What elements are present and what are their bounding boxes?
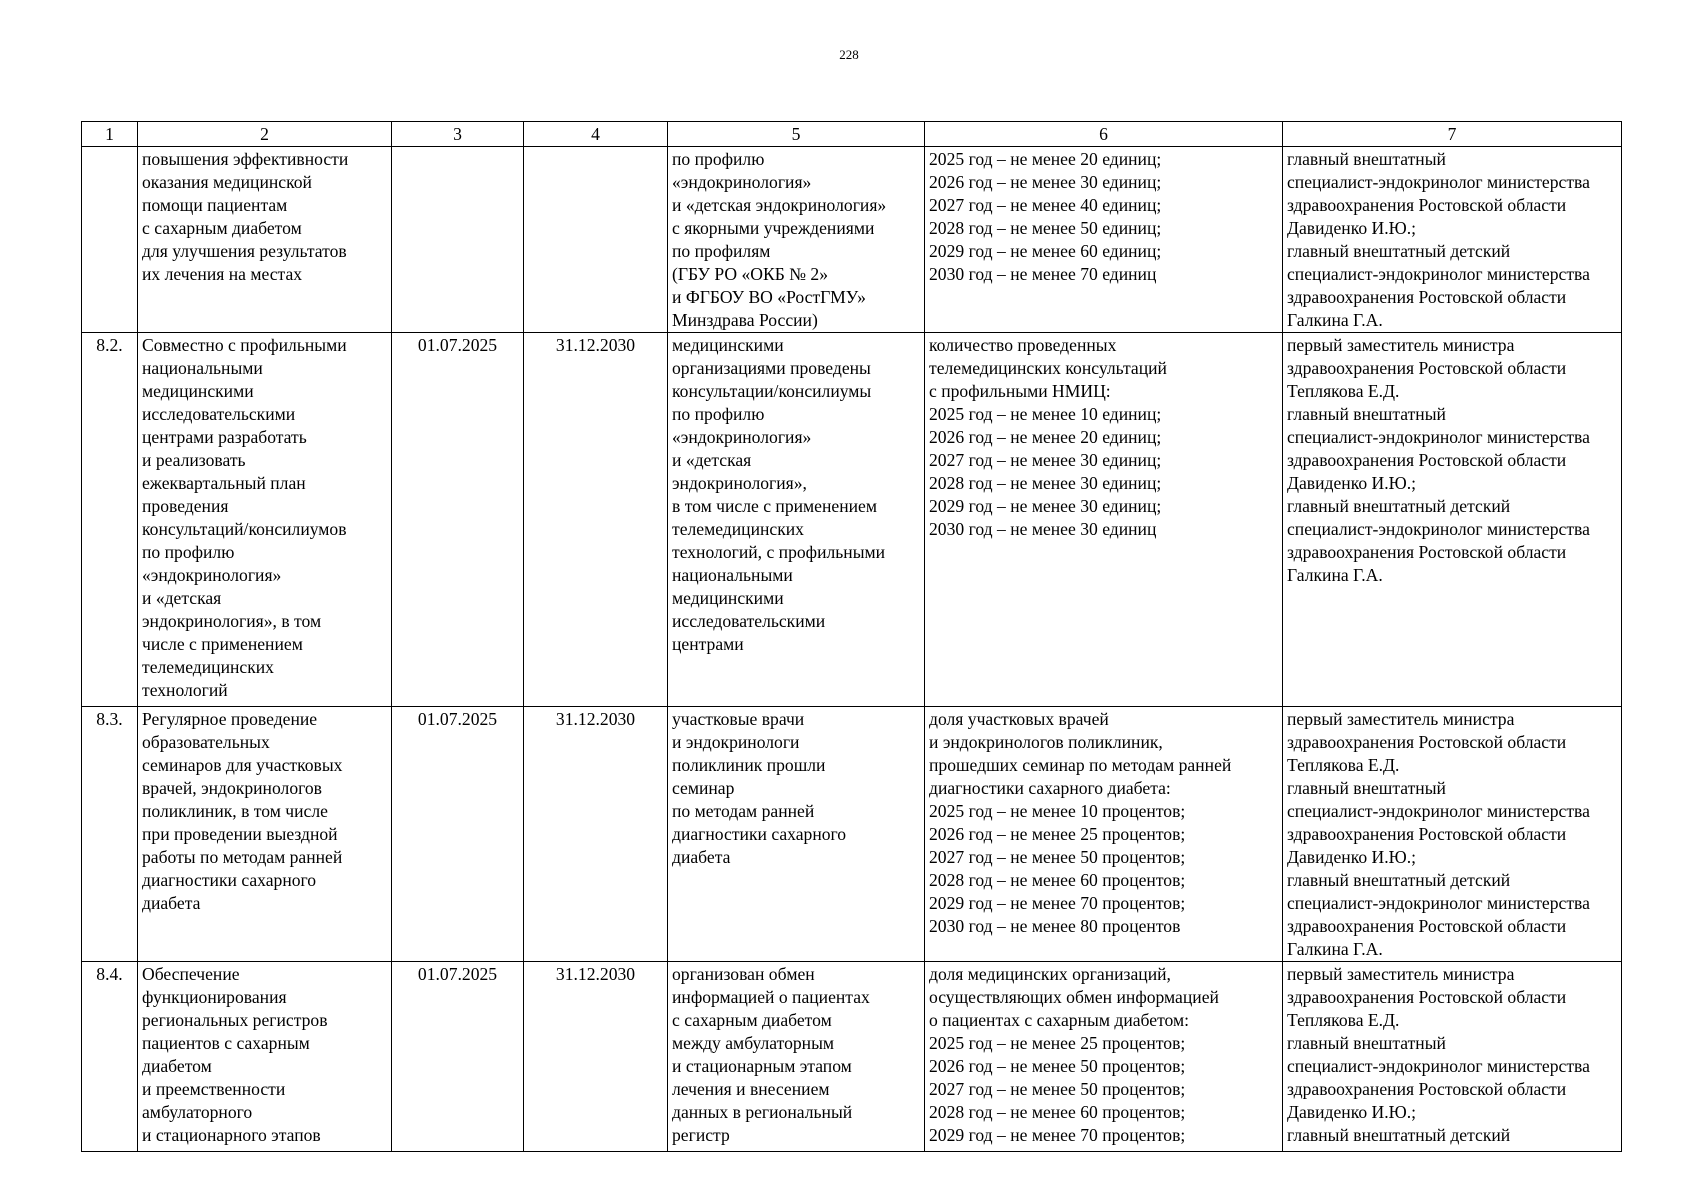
cell-line: специалист-эндокринолог министерства	[1287, 893, 1590, 913]
cell-line: медицинскими	[672, 335, 784, 355]
cell-line: здравоохранения Ростовской области	[1287, 358, 1567, 378]
cell-line: диабетом	[142, 1056, 212, 1076]
cell-line: по профилю	[672, 404, 765, 424]
cell-line: здравоохранения Ростовской области	[1287, 732, 1567, 752]
cell-line: информацией о пациентах	[672, 987, 870, 1007]
cell-line: семинаров для участковых	[142, 755, 343, 775]
cell-line: телемедицинских	[142, 657, 274, 677]
cell-line: и эндокринологи	[672, 732, 800, 752]
cell-line: и «детская	[672, 450, 752, 470]
cell-line: в том числе с применением	[672, 496, 877, 516]
cell-line: медицинскими	[672, 588, 784, 608]
cell-line: Обеспечение	[142, 964, 240, 984]
cell-line: с сахарным диабетом	[672, 1010, 832, 1030]
cell-line: диагностики сахарного диабета:	[929, 778, 1171, 798]
target-indicator	[925, 707, 1283, 962]
cell-line: специалист-эндокринолог министерства	[1287, 172, 1590, 192]
cell-line: 2025 год – не менее 25 процентов;	[929, 1033, 1186, 1053]
cell-line: 2029 год – не менее 60 единиц;	[929, 241, 1162, 261]
cell-line: первый заместитель министра	[1287, 709, 1515, 729]
cell-line: по профилю	[672, 149, 765, 169]
cell-line: здравоохранения Ростовской области	[1287, 195, 1567, 215]
cell-line: диагностики сахарного	[142, 870, 317, 890]
responsible-person	[1283, 147, 1622, 333]
cell-line: (ГБУ РО «ОКБ № 2»	[672, 264, 828, 284]
cell-line: работы по методам ранней	[142, 847, 343, 867]
plan-table	[81, 121, 1622, 1152]
cell-line: оказания медицинской	[142, 172, 312, 192]
cell-line: для улучшения результатов	[142, 241, 347, 261]
cell-line: поликлиник прошли	[672, 755, 826, 775]
cell-line: здравоохранения Ростовской области	[1287, 824, 1567, 844]
cell-line: исследовательскими	[672, 611, 826, 631]
end-date	[524, 147, 668, 333]
cell-line: по профилям	[672, 241, 771, 261]
cell-line: и стационарным этапом	[672, 1056, 852, 1076]
cell-line: 2028 год – не менее 50 единиц;	[929, 218, 1162, 238]
cell-line: 2026 год – не менее 30 единиц;	[929, 172, 1162, 192]
cell-line: осуществляющих обмен информацией	[929, 987, 1219, 1007]
column-header: 3	[392, 122, 524, 147]
item-number: 8.2.	[82, 333, 138, 707]
cell-line: центрами разработать	[142, 427, 307, 447]
table-row	[82, 147, 1622, 333]
cell-line: и эндокринологов поликлиник,	[929, 732, 1163, 752]
cell-line: с профильными НМИЦ:	[929, 381, 1111, 401]
cell-line: главный внештатный детский	[1287, 241, 1511, 261]
cell-line: главный внештатный	[1287, 149, 1446, 169]
cell-line: консультаций/консилиумов	[142, 519, 347, 539]
column-header: 1	[82, 122, 138, 147]
cell-line: главный внештатный	[1287, 1033, 1446, 1053]
cell-line: здравоохранения Ростовской области	[1287, 450, 1567, 470]
responsible-person	[1283, 707, 1622, 962]
cell-line: поликлиник, в том числе	[142, 801, 328, 821]
cell-line: 2026 год – не менее 25 процентов;	[929, 824, 1186, 844]
cell-line: телемедицинских	[672, 519, 804, 539]
cell-line: данных в региональный	[672, 1102, 853, 1122]
start-date: 01.07.2025	[392, 333, 524, 707]
cell-line: с якорными учреждениями	[672, 218, 875, 238]
start-date: 01.07.2025	[392, 962, 524, 1152]
cell-line: главный внештатный детский	[1287, 496, 1511, 516]
cell-line: Давиденко И.Ю.;	[1287, 473, 1417, 493]
responsible-person	[1283, 962, 1622, 1152]
cell-line: количество проведенных	[929, 335, 1117, 355]
cell-line: и стационарного этапов	[142, 1125, 321, 1145]
cell-line: 2030 год – не менее 30 единиц	[929, 519, 1157, 539]
cell-line: первый заместитель министра	[1287, 964, 1515, 984]
column-header: 5	[668, 122, 925, 147]
cell-line: о пациентах с сахарным диабетом:	[929, 1010, 1190, 1030]
cell-line: здравоохранения Ростовской области	[1287, 542, 1567, 562]
cell-line: 2026 год – не менее 20 единиц;	[929, 427, 1162, 447]
cell-line: главный внештатный	[1287, 404, 1446, 424]
end-date: 31.12.2030	[524, 962, 668, 1152]
cell-line: доля участковых врачей	[929, 709, 1109, 729]
cell-line: специалист-эндокринолог министерства	[1287, 801, 1590, 821]
cell-line: числе с применением	[142, 634, 303, 654]
cell-line: Галкина Г.А.	[1287, 939, 1383, 959]
target-indicator	[925, 147, 1283, 333]
target-indicator	[925, 962, 1283, 1152]
cell-line: 2025 год – не менее 10 единиц;	[929, 404, 1162, 424]
cell-line: и «детская	[142, 588, 222, 608]
cell-line: Галкина Г.А.	[1287, 310, 1383, 330]
column-header: 4	[524, 122, 668, 147]
end-date: 31.12.2030	[524, 333, 668, 707]
cell-line: их лечения на местах	[142, 264, 303, 284]
cell-line: 2030 год – не менее 80 процентов	[929, 916, 1181, 936]
cell-line: здравоохранения Ростовской области	[1287, 1079, 1567, 1099]
cell-line: главный внештатный	[1287, 778, 1446, 798]
cell-line: 2025 год – не менее 10 процентов;	[929, 801, 1186, 821]
cell-line: диабета	[142, 893, 201, 913]
cell-line: 2026 год – не менее 50 процентов;	[929, 1056, 1186, 1076]
cell-line: «эндокринология»	[672, 427, 812, 447]
cell-line: диабета	[672, 847, 731, 867]
cell-line: регистр	[672, 1125, 730, 1145]
cell-line: ежеквартальный план	[142, 473, 306, 493]
cell-line: доля медицинских организаций,	[929, 964, 1171, 984]
cell-line: амбулаторного	[142, 1102, 253, 1122]
cell-line: и ФГБОУ ВО «РостГМУ»	[672, 287, 866, 307]
cell-line: здравоохранения Ростовской области	[1287, 987, 1567, 1007]
cell-line: специалист-эндокринолог министерства	[1287, 427, 1590, 447]
cell-line: Давиденко И.Ю.;	[1287, 1102, 1417, 1122]
cell-line: 2028 год – не менее 30 единиц;	[929, 473, 1162, 493]
cell-line: главный внештатный детский	[1287, 870, 1511, 890]
column-header: 7	[1283, 122, 1622, 147]
cell-line: эндокринология»,	[672, 473, 807, 493]
cell-line: 2030 год – не менее 70 единиц	[929, 264, 1157, 284]
target-indicator	[925, 333, 1283, 707]
page-number: 228	[839, 47, 859, 62]
cell-line: Регулярное проведение	[142, 709, 318, 729]
cell-line: и преемственности	[142, 1079, 286, 1099]
cell-line: и реализовать	[142, 450, 246, 470]
cell-line: специалист-эндокринолог министерства	[1287, 1056, 1590, 1076]
cell-line: консультации/консилиумы	[672, 381, 872, 401]
cell-line: по профилю	[142, 542, 235, 562]
cell-line: «эндокринология»	[142, 565, 282, 585]
start-date	[392, 147, 524, 333]
cell-line: телемедицинских консультаций	[929, 358, 1167, 378]
cell-line: первый заместитель министра	[1287, 335, 1515, 355]
end-date: 31.12.2030	[524, 707, 668, 962]
activity-description	[138, 333, 392, 707]
cell-line: Давиденко И.Ю.;	[1287, 847, 1417, 867]
cell-line: Теплякова Е.Д.	[1287, 755, 1400, 775]
cell-line: при проведении выездной	[142, 824, 338, 844]
cell-line: технологий	[142, 680, 228, 700]
responsible-person	[1283, 333, 1622, 707]
cell-line: Минздрава России)	[672, 310, 818, 330]
cell-line: «эндокринология»	[672, 172, 812, 192]
column-header: 2	[138, 122, 392, 147]
cell-line: 2029 год – не менее 70 процентов;	[929, 1125, 1186, 1145]
column-header: 6	[925, 122, 1283, 147]
cell-line: технологий, с профильными	[672, 542, 886, 562]
cell-line: врачей, эндокринологов	[142, 778, 322, 798]
cell-line: проведения	[142, 496, 229, 516]
cell-line: 2029 год – не менее 70 процентов;	[929, 893, 1186, 913]
cell-line: с сахарным диабетом	[142, 218, 302, 238]
activity-description	[138, 962, 392, 1152]
activity-description	[138, 707, 392, 962]
item-number	[82, 147, 138, 333]
cell-line: эндокринология», в том	[142, 611, 322, 631]
expected-result	[668, 962, 925, 1152]
cell-line: Давиденко И.Ю.;	[1287, 218, 1417, 238]
cell-line: Теплякова Е.Д.	[1287, 1010, 1400, 1030]
cell-line: национальными	[142, 358, 263, 378]
cell-line: помощи пациентам	[142, 195, 288, 215]
cell-line: исследовательскими	[142, 404, 296, 424]
cell-line: организован обмен	[672, 964, 815, 984]
cell-line: по методам ранней	[672, 801, 815, 821]
cell-line: главный внештатный детский	[1287, 1125, 1511, 1145]
cell-line: между амбулаторным	[672, 1033, 835, 1053]
cell-line: центрами	[672, 634, 744, 654]
cell-line: пациентов с сахарным	[142, 1033, 310, 1053]
cell-line: медицинскими	[142, 381, 254, 401]
cell-line: региональных регистров	[142, 1010, 328, 1030]
cell-line: организациями проведены	[672, 358, 871, 378]
cell-line: 2029 год – не менее 30 единиц;	[929, 496, 1162, 516]
start-date: 01.07.2025	[392, 707, 524, 962]
cell-line: семинар	[672, 778, 735, 798]
cell-line: образовательных	[142, 732, 270, 752]
cell-line: национальными	[672, 565, 793, 585]
cell-line: Совместно с профильными	[142, 335, 347, 355]
cell-line: и «детская эндокринология»	[672, 195, 887, 215]
cell-line: участковые врачи	[672, 709, 805, 729]
cell-line: специалист-эндокринолог министерства	[1287, 519, 1590, 539]
cell-line: лечения и внесением	[672, 1079, 830, 1099]
table-header-row	[82, 122, 1622, 147]
cell-line: Галкина Г.А.	[1287, 565, 1383, 585]
item-number: 8.4.	[82, 962, 138, 1152]
cell-line: 2025 год – не менее 20 единиц;	[929, 149, 1162, 169]
cell-line: специалист-эндокринолог министерства	[1287, 264, 1590, 284]
cell-line: здравоохранения Ростовской области	[1287, 916, 1567, 936]
table-row	[82, 333, 1622, 707]
cell-line: 2028 год – не менее 60 процентов;	[929, 1102, 1186, 1122]
cell-line: функционирования	[142, 987, 287, 1007]
cell-line: Теплякова Е.Д.	[1287, 381, 1400, 401]
cell-line: 2028 год – не менее 60 процентов;	[929, 870, 1186, 890]
table-row	[82, 707, 1622, 962]
item-number: 8.3.	[82, 707, 138, 962]
expected-result	[668, 147, 925, 333]
cell-line: здравоохранения Ростовской области	[1287, 287, 1567, 307]
cell-line: прошедших семинар по методам ранней	[929, 755, 1232, 775]
cell-line: 2027 год – не менее 40 единиц;	[929, 195, 1162, 215]
cell-line: повышения эффективности	[142, 149, 349, 169]
cell-line: 2027 год – не менее 50 процентов;	[929, 847, 1186, 867]
table-row	[82, 962, 1622, 1152]
cell-line: 2027 год – не менее 30 единиц;	[929, 450, 1162, 470]
expected-result	[668, 333, 925, 707]
activity-description	[138, 147, 392, 333]
cell-line: диагностики сахарного	[672, 824, 847, 844]
expected-result	[668, 707, 925, 962]
cell-line: 2027 год – не менее 50 процентов;	[929, 1079, 1186, 1099]
